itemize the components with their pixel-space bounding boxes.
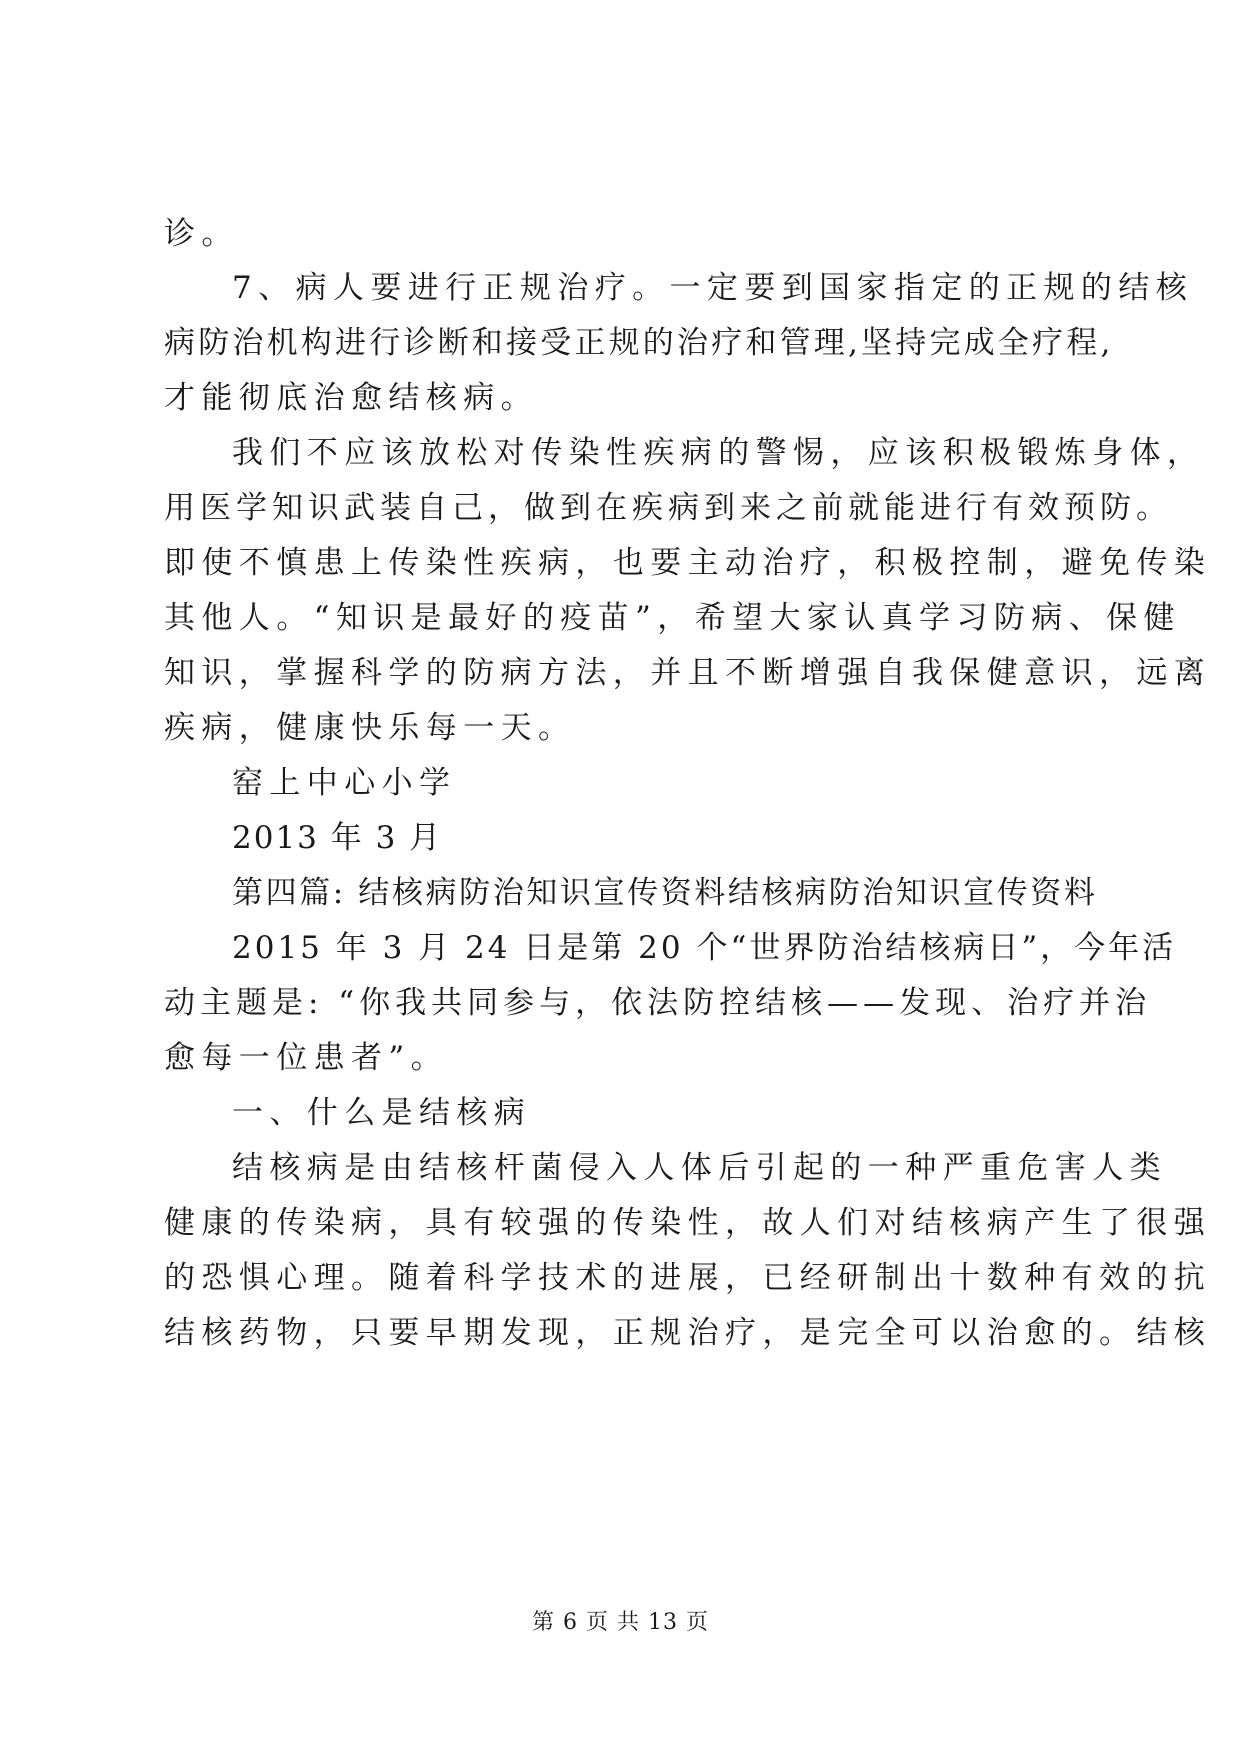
text-line: 健康的传染病，具有较强的传染性，故人们对结核病产生了很强 (164, 1205, 1212, 1241)
text-line: 2015 年 3 月 24 日是第 20 个“世界防治结核病日”，今年活 (232, 930, 1177, 966)
text-line: 诊。 (164, 216, 239, 252)
subheading: 一、什么是结核病 (232, 1095, 532, 1131)
section-heading: 第四篇: 结核病防治知识宣传资料结核病防治知识宣传资料 (232, 875, 1098, 911)
text-line: 其他人。“知识是最好的疫苗”，希望大家认真学习防病、保健 (164, 600, 1181, 636)
text-line: 动主题是: “你我共同参与，依法防控结核——发现、治疗并治 (164, 985, 1152, 1021)
text-line: 病防治机构进行诊断和接受正规的治疗和管理,坚持完成全疗程, (164, 325, 1114, 361)
text-line: 知识，掌握科学的防病方法，并且不断增强自我保健意识，远离 (164, 655, 1212, 691)
page-number-footer: 第 6 页 共 13 页 (532, 1610, 709, 1635)
text-line: 才能彻底治愈结核病。 (164, 380, 538, 416)
text-line: 7、病人要进行正规治疗。一定要到国家指定的正规的结核 (232, 270, 1194, 306)
text-line: 用医学知识武装自己，做到在疾病到来之前就能进行有效预防。 (164, 490, 1172, 526)
signature-organization: 窑上中心小学 (232, 765, 457, 801)
text-line: 愈每一位患者”。 (164, 1040, 449, 1076)
text-line: 的恐惧心理。随着科学技术的进展，已经研制出十数种有效的抗 (164, 1260, 1212, 1296)
text-line: 我们不应该放松对传染性疾病的警惕，应该积极锻炼身体， (232, 435, 1205, 471)
text-line: 即使不慎患上传染性疾病，也要主动治疗，积极控制，避免传染 (164, 545, 1212, 581)
text-line: 结核药物，只要早期发现，正规治疗，是完全可以治愈的。结核 (164, 1315, 1212, 1351)
text-line: 疾病，健康快乐每一天。 (164, 710, 576, 746)
signature-date: 2013 年 3 月 (232, 820, 443, 856)
text-line: 结核病是由结核杆菌侵入人体后引起的一种严重危害人类 (232, 1150, 1167, 1186)
